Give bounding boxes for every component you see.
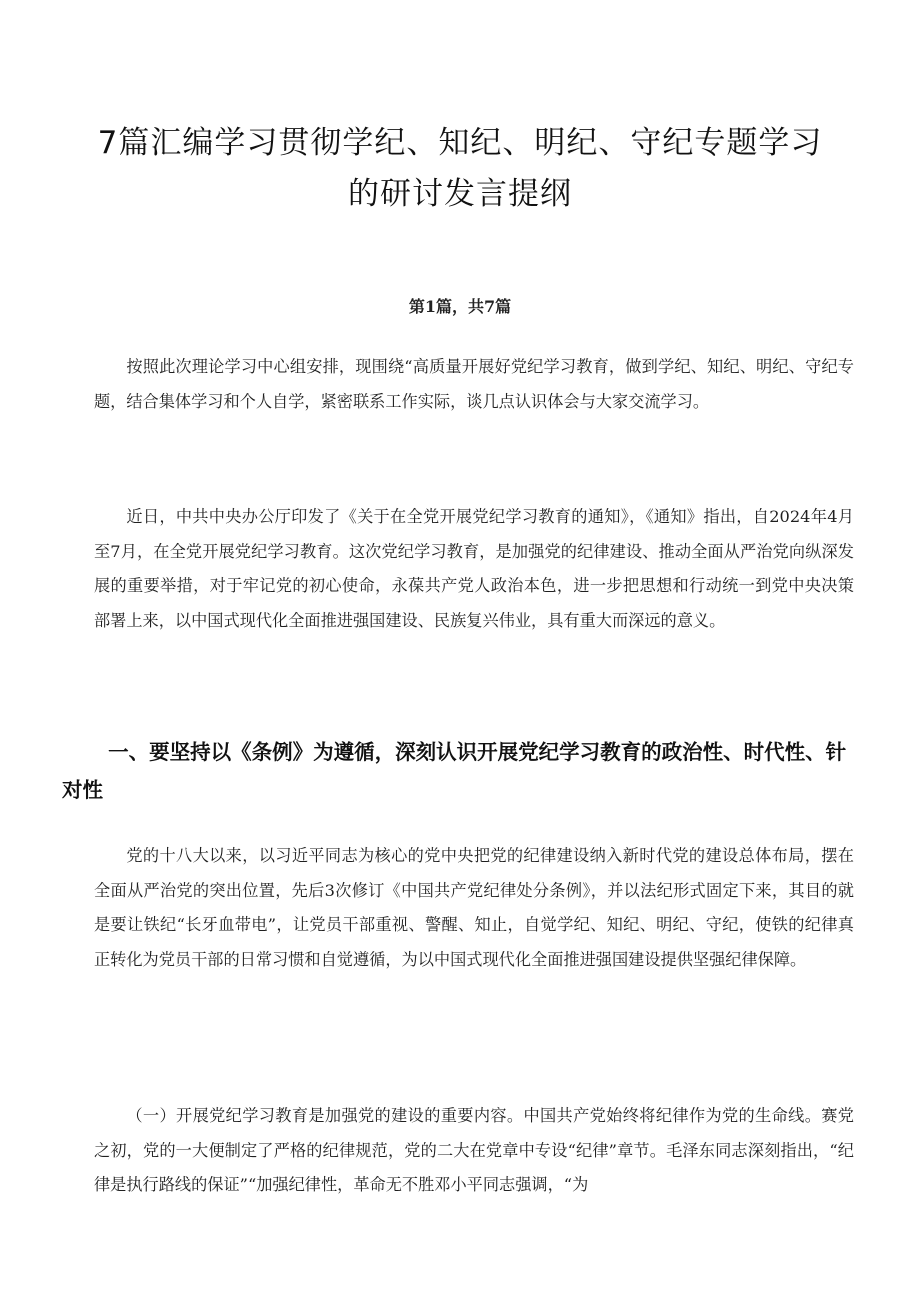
paragraph-discipline-history: 党的十八大以来，以习近平同志为核心的党中央把党的纪律建设纳入新时代党的建设总体布局，摆在全面从严治党的突出位置，先后3次修订《中国共产党纪律处分条例》，并以法纪形式固定下来，其目的就是要让铁纪“长牙血带电”，让党员干部重视、警醒、知止，自觉学纪、知纪、明纪、守纪，使铁的纪律真正转化为党员干部的日常习惯和自觉遵循，为以中国式现代化全面推进强国建设提供坚强纪律保障。: [94, 846, 854, 969]
document-title-line-2: 的研讨发言提纲: [348, 176, 572, 212]
section-indicator: 第1篇，共7篇: [408, 297, 512, 316]
paragraph-subsection-1: （一）开展党纪学习教育是加强党的建设的重要内容。中国共产党始终将纪律作为党的生命线。赛党之初，党的一大便制定了严格的纪律规范，党的二大在党章中专设“纪律”章节。毛泽东同志深刻指出，“纪律是执行路线的保证”“加强纪律性，革命无不胜邓小平同志强调，“为: [94, 1106, 854, 1194]
section-heading-1: 一、要坚持以《条例》为遵循，深刻认识开展党纪学习教育的政治性、时代性、针对性: [62, 740, 847, 802]
document-title-line-1: 7篇汇编学习贯彻学纪、知纪、明纪、守纪专题学习: [97, 125, 823, 161]
paragraph-intro: 按照此次理论学习中心组安排，现围绕“高质量开展好党纪学习教育，做到学纪、知纪、明纪、守纪专题，结合集体学习和个人自学，紧密联系工作实际，谈几点认识体会与大家交流学习。: [94, 357, 854, 411]
paragraph-notice: 近日，中共中央办公厅印发了《关于在全党开展党纪学习教育的通知》，《通知》指出，自2024年4月至7月，在全党开展党纪学习教育。这次党纪学习教育，是加强党的纪律建设、推动全面从严治党向纵深发展的重要举措，对于牢记党的初心使命，永葆共产党人政治本色，进一步把思想和行动统一到党中央决策部署上来，以中国式现代化全面推进强国建设、民族复兴伟业，具有重大而深远的意义。: [94, 507, 854, 630]
